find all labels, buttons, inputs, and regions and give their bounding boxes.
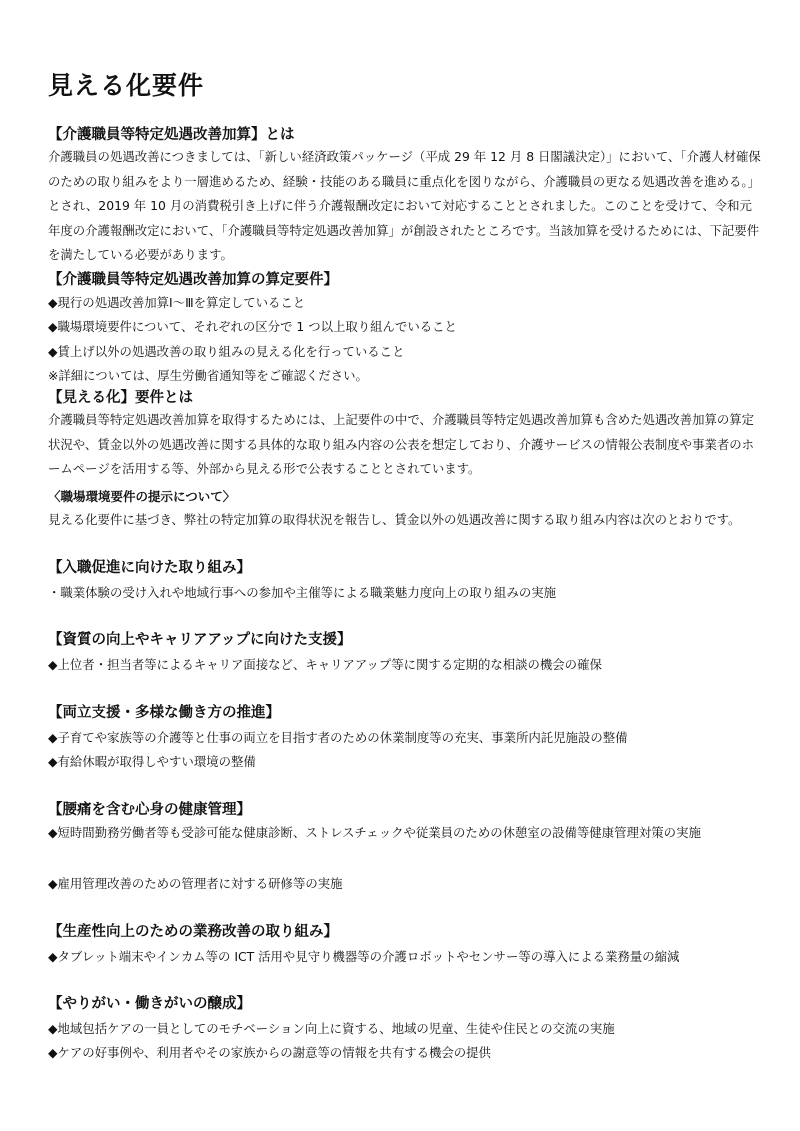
section-item: ◆ケアの好事例や、利用者やその家族からの謝意等の情報を共有する機会の提供 — [48, 1045, 491, 1060]
section-heading-productivity: 【生産性向上のための業務改善の取り組み】 — [48, 924, 338, 940]
section-heading-motivation: 【やりがい・働きがいの醸成】 — [48, 996, 251, 1012]
section-item: ・職業体験の受け入れや地域行事への参加や主催等による職業魅力度向上の取り組みの実施 — [48, 585, 557, 600]
environment-heading: 〈職場環境要件の提示について〉 — [48, 489, 236, 504]
intro-paragraph: 介護職員の処遇改善につきましては、「新しい経済政策パッケージ（平成 29 年 12 月 8 日閣議決定）」において、「介護人材確保のための取り組みをより一層進めるため、経験・技能のある職員に重点化を図りながら、介護職員の更なる処遇改善を進める。」とされ、2019 年 10 月の消費税引き上げに伴う介護報酬改定において対応することとされました。このことを受けて、令和元年度の介護報酬改定において、「介護職員等特定処遇改善加算」が創設されたところです。当該加算を受けるためには、下記要件を満たしている必要があります。 — [48, 149, 761, 262]
requirement-item: ◆現行の処遇改善加算Ⅰ～Ⅲを算定していること — [48, 295, 306, 310]
intro-heading: 【介護職員等特定処遇改善加算】とは — [48, 127, 295, 143]
section-item: ◆有給休暇が取得しやすい環境の整備 — [48, 754, 256, 769]
section-item: ◆短時間勤務労働者等も受診可能な健康診断、ストレスチェックや従業員のための休憩室の設備等健康管理対策の実施 — [48, 825, 701, 840]
requirement-item: ◆賃上げ以外の処遇改善の取り組みの見える化を行っていること — [48, 344, 405, 359]
section-item: ◆タブレット端末やインカム等の ICT 活用や見守り機器等の介護ロボットやセンサー等の導入による業務量の縮減 — [48, 949, 680, 964]
visibility-heading: 【見える化】要件とは — [48, 390, 193, 406]
section-heading-health: 【腰痛を含む心身の健康管理】 — [48, 802, 251, 818]
section-item: ◆地域包括ケアの一員としてのモチベーション向上に資する、地域の児童、生徒や住民との交流の実施 — [48, 1021, 615, 1036]
environment-paragraph: 見える化要件に基づき、弊社の特定加算の取得状況を報告し、賃金以外の処遇改善に関する取り組み内容は次のとおりです。 — [48, 512, 741, 527]
section-item: ◆子育てや家族等の介護等と仕事の両立を目指す者のための休業制度等の充実、事業所内託児施設の整備 — [48, 730, 628, 745]
section-heading-career: 【資質の向上やキャリアアップに向けた支援】 — [48, 632, 352, 648]
section-heading-recruitment: 【入職促進に向けた取り組み】 — [48, 560, 251, 576]
requirements-note: ※詳細については、厚生労働省通知等をご確認ください。 — [48, 368, 368, 383]
requirements-heading: 【介護職員等特定処遇改善加算の算定要件】 — [48, 272, 338, 288]
section-item: ◆上位者・担当者等によるキャリア面接など、キャリアアップ等に関する定期的な相談の機会の確保 — [48, 657, 602, 672]
requirement-item: ◆職場環境要件について、それぞれの区分で 1 つ以上取り組んでいること — [48, 319, 457, 334]
page-title: 見える化要件 — [48, 71, 205, 100]
section-heading-worklife: 【両立支援・多様な働き方の推進】 — [48, 705, 280, 721]
section-item: ◆雇用管理改善のための管理者に対する研修等の実施 — [48, 876, 343, 891]
visibility-paragraph: 介護職員等特定処遇改善加算を取得するためには、上記要件の中で、介護職員等特定処遇改善加算も含めた処遇改善加算の算定状況や、賃金以外の処遇改善に関する具体的な取り組み内容の公表を想定しており、介護サービスの情報公表制度や事業者のホームページを活用する等、外部から見える形で公表することとされています。 — [48, 412, 755, 476]
